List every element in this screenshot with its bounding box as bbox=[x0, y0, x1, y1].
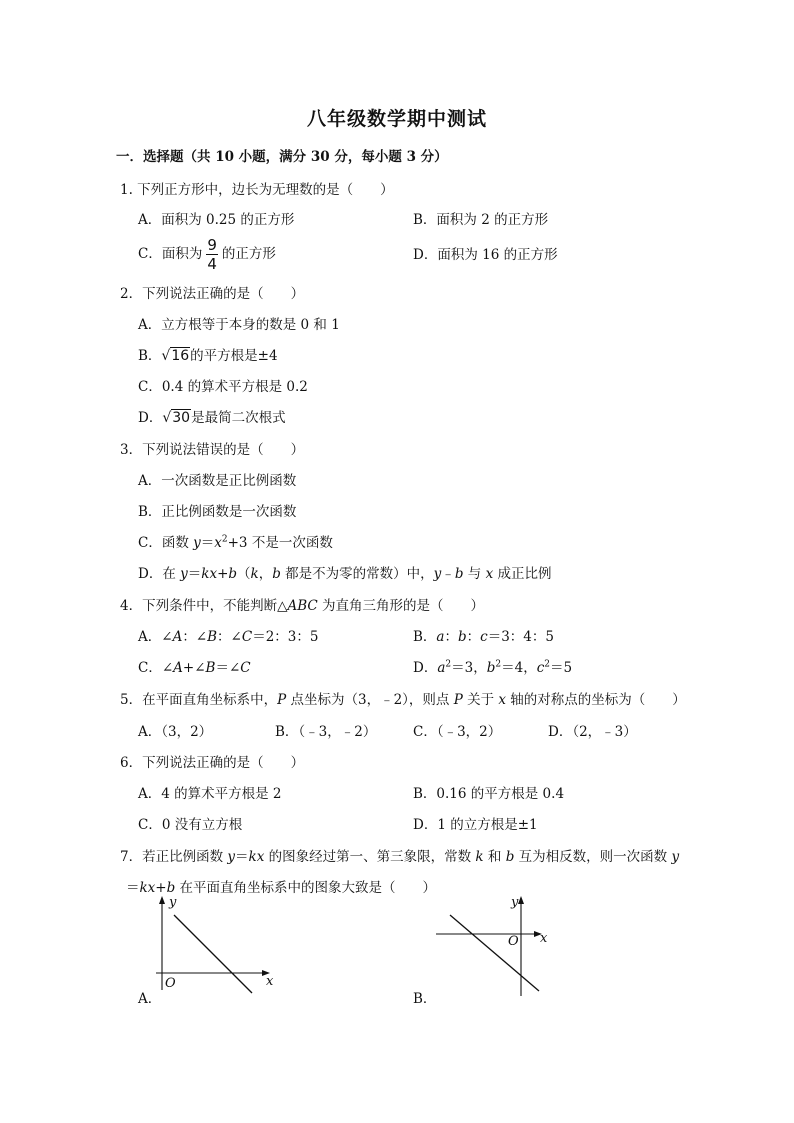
text: 互为相反数，则一次函数 bbox=[514, 849, 672, 865]
radicand: 30 bbox=[172, 410, 191, 426]
var-p: P bbox=[277, 692, 287, 708]
var-c: C bbox=[240, 660, 251, 676]
var-a: a bbox=[437, 660, 446, 676]
var-y: y bbox=[433, 566, 442, 582]
text: +3 不是一次函数 bbox=[227, 535, 333, 551]
exponent: 2 bbox=[495, 659, 502, 670]
y-axis-label: y bbox=[511, 895, 519, 910]
text: + bbox=[217, 566, 229, 582]
fraction-nine-fourths bbox=[206, 236, 218, 273]
var-k: k bbox=[475, 849, 484, 865]
q1-option-a[interactable]: A．面积为 0.25 的正方形 bbox=[138, 212, 295, 228]
var-b: B bbox=[207, 629, 218, 645]
var-p: P bbox=[453, 692, 463, 708]
var-x: x bbox=[498, 692, 507, 708]
radicand: 16 bbox=[171, 348, 190, 364]
q4-option-b[interactable] bbox=[413, 625, 554, 645]
text: （ bbox=[237, 566, 251, 582]
q5-option-b[interactable]: B．（﹣3，﹣2） bbox=[275, 724, 377, 740]
triangle-abc: ABC bbox=[287, 598, 318, 614]
text: D． bbox=[413, 660, 438, 676]
exponent: 2 bbox=[544, 659, 550, 670]
var-c: c bbox=[480, 629, 488, 645]
q5-option-d[interactable]: D．（2，﹣3） bbox=[548, 724, 637, 740]
section-heading: 一．选择题（共 10 小题，满分 30 分，每小题 3 分） bbox=[116, 149, 448, 165]
text: ：∠ bbox=[182, 629, 208, 645]
q1-option-b[interactable]: B．面积为 2 的正方形 bbox=[413, 212, 549, 228]
q3-option-a[interactable]: A．一次函数是正比例函数 bbox=[138, 473, 297, 489]
text: ＝3， bbox=[451, 660, 487, 676]
text: ＝ bbox=[200, 535, 215, 551]
var-b: b bbox=[486, 660, 496, 676]
y-axis-label: y bbox=[169, 895, 177, 910]
var-b: b bbox=[505, 849, 515, 865]
question-1-stem: 1. 下列正方形中，边长为无理数的是（ ） bbox=[120, 182, 394, 198]
sqrt-16: √16 bbox=[161, 348, 190, 364]
q3-option-d[interactable] bbox=[138, 562, 551, 582]
q1-option-c[interactable] bbox=[138, 236, 276, 273]
q7-graph-a[interactable] bbox=[152, 893, 282, 998]
var-b: b bbox=[166, 880, 176, 896]
q6-option-d[interactable]: D．1 的立方根是±1 bbox=[413, 817, 538, 833]
q4-option-a[interactable] bbox=[138, 625, 318, 645]
exponent: 2 bbox=[221, 534, 228, 545]
var-y: y bbox=[671, 849, 680, 865]
var-kx: kx bbox=[139, 880, 156, 896]
q4-option-d[interactable] bbox=[413, 656, 572, 676]
text: ＝ bbox=[187, 566, 202, 582]
var-x: x bbox=[214, 535, 222, 551]
var-k: k bbox=[250, 566, 259, 582]
text: 与 bbox=[463, 566, 486, 582]
var-a: A bbox=[173, 660, 183, 676]
text: ＝3：4：5 bbox=[487, 629, 554, 645]
text: 关于 bbox=[462, 692, 499, 708]
text: 点坐标为（3，﹣2），则点 bbox=[286, 692, 454, 708]
text: ＝4， bbox=[501, 660, 537, 676]
origin-label: O bbox=[165, 976, 176, 991]
q4-option-c[interactable] bbox=[138, 656, 251, 676]
sqrt-30: √30 bbox=[162, 410, 191, 426]
fraction-denominator: 4 bbox=[207, 255, 217, 273]
text: A．∠ bbox=[138, 629, 173, 645]
var-x: x bbox=[485, 566, 494, 582]
x-axis-label: x bbox=[540, 931, 548, 946]
text: ＝2：3：5 bbox=[252, 629, 319, 645]
q2-option-b-suffix: 的平方根是±4 bbox=[190, 348, 278, 364]
text: B． bbox=[413, 629, 437, 645]
q2-option-d-prefix: D． bbox=[138, 410, 163, 426]
var-y: y bbox=[180, 566, 188, 582]
text: ： bbox=[466, 629, 481, 645]
text: 轴的对称点的坐标为（ ） bbox=[506, 692, 686, 708]
text: 5．在平面直角坐标系中， bbox=[120, 692, 278, 708]
q1-option-c-suffix: 的正方形 bbox=[221, 246, 276, 262]
text: ：∠ bbox=[217, 629, 242, 645]
page-title: 八年级数学期中测试 bbox=[306, 108, 487, 130]
text: 4．下列条件中，不能判断△ bbox=[120, 598, 288, 614]
q2-option-d-suffix: 是最简二次根式 bbox=[191, 410, 286, 426]
text: ： bbox=[444, 629, 458, 645]
question-4-stem bbox=[120, 594, 484, 614]
q2-option-b-prefix: B． bbox=[138, 348, 162, 364]
y-axis-arrow bbox=[159, 896, 165, 904]
text: +∠ bbox=[182, 660, 206, 676]
text: ＝ bbox=[235, 849, 249, 865]
function-line bbox=[450, 915, 539, 991]
var-c: c bbox=[536, 660, 545, 676]
var-kx: kx bbox=[248, 849, 265, 865]
var-b: b bbox=[272, 566, 281, 582]
exponent: 2 bbox=[445, 659, 452, 670]
q6-option-b[interactable]: B．0.16 的平方根是 0.4 bbox=[413, 786, 565, 802]
y-axis-arrow bbox=[518, 896, 524, 904]
text: 的图象经过第一、第三象限，常数 bbox=[264, 849, 476, 865]
question-2-stem: 2．下列说法正确的是（ ） bbox=[120, 286, 305, 302]
question-3-stem: 3．下列说法错误的是（ ） bbox=[120, 442, 305, 458]
q3-option-b[interactable]: B．正比例函数是一次函数 bbox=[138, 504, 297, 520]
q1-option-c-prefix: C．面积为 bbox=[138, 246, 203, 262]
question-7-stem-line1 bbox=[120, 845, 679, 865]
var-b: B bbox=[205, 660, 216, 676]
q2-option-b[interactable] bbox=[138, 344, 278, 364]
q2-option-c[interactable]: C．0.4 的算术平方根是 0.2 bbox=[138, 379, 308, 395]
text: C．∠ bbox=[138, 660, 174, 676]
var-b: b bbox=[457, 629, 467, 645]
q7-option-b[interactable]: B． bbox=[413, 991, 437, 1007]
text: ＝5 bbox=[550, 660, 573, 676]
text: D．在 bbox=[138, 566, 181, 582]
question-5-stem bbox=[120, 688, 686, 708]
q7-graph-b[interactable] bbox=[432, 893, 557, 998]
q7-option-a[interactable]: A． bbox=[138, 991, 162, 1007]
text: 成正比例 bbox=[493, 566, 552, 582]
var-a: a bbox=[436, 629, 445, 645]
q5-option-c[interactable]: C．（﹣3，2） bbox=[413, 724, 502, 740]
text: 在平面直角坐标系中的图象大致是（ ） bbox=[175, 880, 437, 896]
text: ﹣ bbox=[441, 566, 455, 582]
text: 和 bbox=[483, 849, 506, 865]
text: ＝ bbox=[126, 880, 140, 896]
text: ， bbox=[258, 566, 273, 582]
q6-option-a[interactable]: A．4 的算术平方根是 2 bbox=[138, 786, 282, 802]
q3-option-c[interactable] bbox=[138, 531, 333, 551]
text: + bbox=[155, 880, 167, 896]
var-y: y bbox=[193, 535, 201, 551]
q6-option-c[interactable]: C．0 没有立方根 bbox=[138, 817, 243, 833]
var-a: A bbox=[172, 629, 183, 645]
text: 为直角三角形的是（ ） bbox=[317, 598, 485, 614]
function-line bbox=[174, 915, 252, 993]
q2-option-d[interactable] bbox=[138, 406, 286, 426]
origin-label: O bbox=[508, 934, 519, 949]
text: 都是不为零的常数）中， bbox=[280, 566, 434, 582]
q1-option-d[interactable]: D．面积为 16 的正方形 bbox=[413, 247, 558, 263]
var-b: b bbox=[454, 566, 464, 582]
text: 7．若正比例函数 bbox=[120, 849, 228, 865]
x-axis-label: x bbox=[266, 974, 274, 989]
var-b: b bbox=[228, 566, 238, 582]
fraction-numerator: 9 bbox=[207, 236, 217, 254]
var-y: y bbox=[227, 849, 236, 865]
text: C．函数 bbox=[138, 535, 194, 551]
var-kx: kx bbox=[201, 566, 218, 582]
q5-option-a[interactable]: A．（3，2） bbox=[138, 724, 213, 740]
question-6-stem: 6．下列说法正确的是（ ） bbox=[120, 755, 305, 771]
text: ＝∠ bbox=[215, 660, 241, 676]
q2-option-a[interactable]: A．立方根等于本身的数是 0 和 1 bbox=[138, 317, 340, 333]
var-c: C bbox=[241, 629, 253, 645]
